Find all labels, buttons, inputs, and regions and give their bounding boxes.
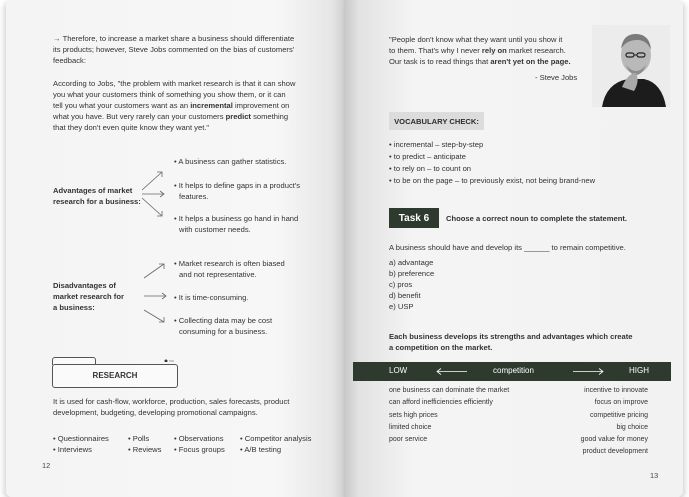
- research-title: RESEARCH: [92, 371, 138, 380]
- high-item-5: good value for money: [580, 436, 648, 443]
- task-6-label: Task 6: [389, 208, 439, 228]
- method-questionnaires: • Questionnaires: [53, 434, 109, 443]
- method-observations: • Observations: [174, 434, 224, 443]
- high-item-4: big choice: [616, 424, 648, 431]
- scale-high-label: HIGH: [629, 366, 649, 375]
- quote-attribution: - Steve Jobs: [535, 73, 578, 82]
- vocab-item-2: • to predict – anticipate: [389, 152, 466, 161]
- low-item-5: poor service: [389, 436, 428, 443]
- option-advantage: a) advantage: [389, 258, 434, 267]
- disadvantage-item-2: • It is time-consuming.: [174, 293, 249, 302]
- method-polls: • Polls: [128, 434, 150, 443]
- left-arrow-icon: [433, 362, 471, 381]
- quote-line-1: According to Jobs, "the problem with market research is that it can show: [53, 79, 296, 88]
- disadvantage-item-1-cont: and not representative.: [179, 270, 257, 279]
- disadvantages-label-3: a business:: [53, 303, 95, 312]
- method-ab-testing: • A/B testing: [240, 445, 282, 454]
- quote-text: Our task is to read things that: [389, 57, 491, 66]
- vocab-item-1: • incremental – step-by-step: [389, 140, 484, 149]
- jobs-quote-line-2: [389, 45, 566, 57]
- quote-line-5: that they don't even quite know they want yet.": [53, 123, 210, 132]
- advantage-item-1: • A business can gather statistics.: [174, 157, 287, 166]
- high-item-3: competitive pricing: [590, 412, 648, 419]
- quote-line-3: [53, 100, 289, 112]
- research-use-line-2: development, budgeting, developing promotional campaigns.: [53, 408, 258, 417]
- option-benefit: d) benefit: [389, 291, 421, 300]
- quote-keyword-rely-on: rely on: [481, 46, 507, 55]
- scale-intro-line-2: a competition on the market.: [389, 343, 493, 352]
- option-pros: c) pros: [389, 280, 413, 289]
- page-number-left: 12: [42, 461, 51, 470]
- quote-text: improvement on: [232, 101, 290, 110]
- quote-line-2: you what your customers think of something you show them, or it can: [53, 90, 286, 99]
- quote-line-4: [53, 111, 288, 123]
- disadvantage-item-3: • Collecting data may be cost: [174, 316, 273, 325]
- advantage-item-2: • It helps to define gaps in a product's: [174, 181, 301, 190]
- high-item-2: focus on improve: [594, 399, 648, 406]
- advantage-item-2-cont: features.: [179, 192, 209, 201]
- vocab-item-3: • to rely on – to count on: [389, 164, 472, 173]
- high-item-6: product development: [582, 448, 648, 455]
- advantages-label-2: research for a business:: [53, 197, 141, 206]
- low-item-2: can afford inefficiencies efficiently: [389, 399, 493, 406]
- method-competitor-analysis: • Competitor analysis: [240, 434, 312, 443]
- scale-middle-label: competition: [493, 366, 534, 375]
- disadvantages-label-2: market research for: [53, 292, 124, 301]
- competition-scale-bar: [353, 362, 671, 381]
- research-use-line-1: It is used for cash-flow, workforce, production, sales forecasts, product: [53, 397, 290, 406]
- scale-intro-line-1: Each business develops its strengths and advantages which create: [389, 332, 633, 341]
- advantages-arrows: [140, 160, 170, 225]
- folder-dot-icon: [164, 359, 174, 362]
- low-item-1: one business can dominate the market: [389, 387, 510, 394]
- intro-line-1: → Therefore, to increase a market share a business should differentiate: [53, 34, 295, 43]
- advantages-label-1: Advantages of market: [53, 186, 133, 195]
- quote-text: what you have. But very rarely can your customers: [53, 112, 226, 121]
- quote-keyword-incremental: incremental: [190, 101, 233, 110]
- vocabulary-check-heading: VOCABULARY CHECK:: [389, 112, 484, 130]
- advantage-item-3: • It helps a business go hand in hand: [174, 214, 299, 223]
- disadvantages-arrows: [142, 258, 172, 328]
- disadvantage-item-1: • Market research is often biased: [174, 259, 285, 268]
- intro-line-3: feedback:: [53, 56, 86, 65]
- jobs-quote-line-3: [389, 56, 571, 68]
- option-preference: b) preference: [389, 269, 435, 278]
- option-usp: e) USP: [389, 302, 414, 311]
- task-sentence: A business should have and develop its ______ to remain competitive.: [389, 243, 626, 252]
- quote-text: tell you what your customers want as an: [53, 101, 191, 110]
- quote-text: market research.: [506, 46, 566, 55]
- task-instruction: Choose a correct noun to complete the statement.: [446, 214, 628, 223]
- disadvantages-label-1: Disadvantages of: [53, 281, 116, 290]
- high-item-1: incentive to innovate: [584, 387, 648, 394]
- disadvantage-item-3-cont: consuming for a business.: [179, 327, 268, 336]
- intro-line-2: its products; however, Steve Jobs commented on the bias of customers': [53, 45, 295, 54]
- page-number-right: 13: [650, 471, 659, 480]
- jobs-quote-line-1: "People don't know what they want until you show it: [389, 35, 563, 44]
- vocab-item-4: • to be on the page – to previously exist, not being brand-new: [389, 176, 596, 185]
- right-arrow-icon: [569, 362, 607, 381]
- scale-low-label: LOW: [389, 366, 408, 375]
- advantage-item-3-cont: with customer needs.: [179, 225, 251, 234]
- quote-keyword-predict: predict: [225, 112, 251, 121]
- method-interviews: • Interviews: [53, 445, 92, 454]
- low-item-4: limited choice: [389, 424, 432, 431]
- left-page: [6, 0, 345, 497]
- quote-keyword-on-the-page: aren't yet on the page.: [490, 57, 571, 66]
- method-focus-groups: • Focus groups: [174, 445, 225, 454]
- quote-text: something: [250, 112, 289, 121]
- steve-jobs-photo: [592, 25, 670, 107]
- portrait-image: [592, 25, 670, 107]
- low-item-3: sets high prices: [389, 412, 438, 419]
- quote-text: to them. That's why I never: [389, 46, 482, 55]
- method-reviews: • Reviews: [128, 445, 162, 454]
